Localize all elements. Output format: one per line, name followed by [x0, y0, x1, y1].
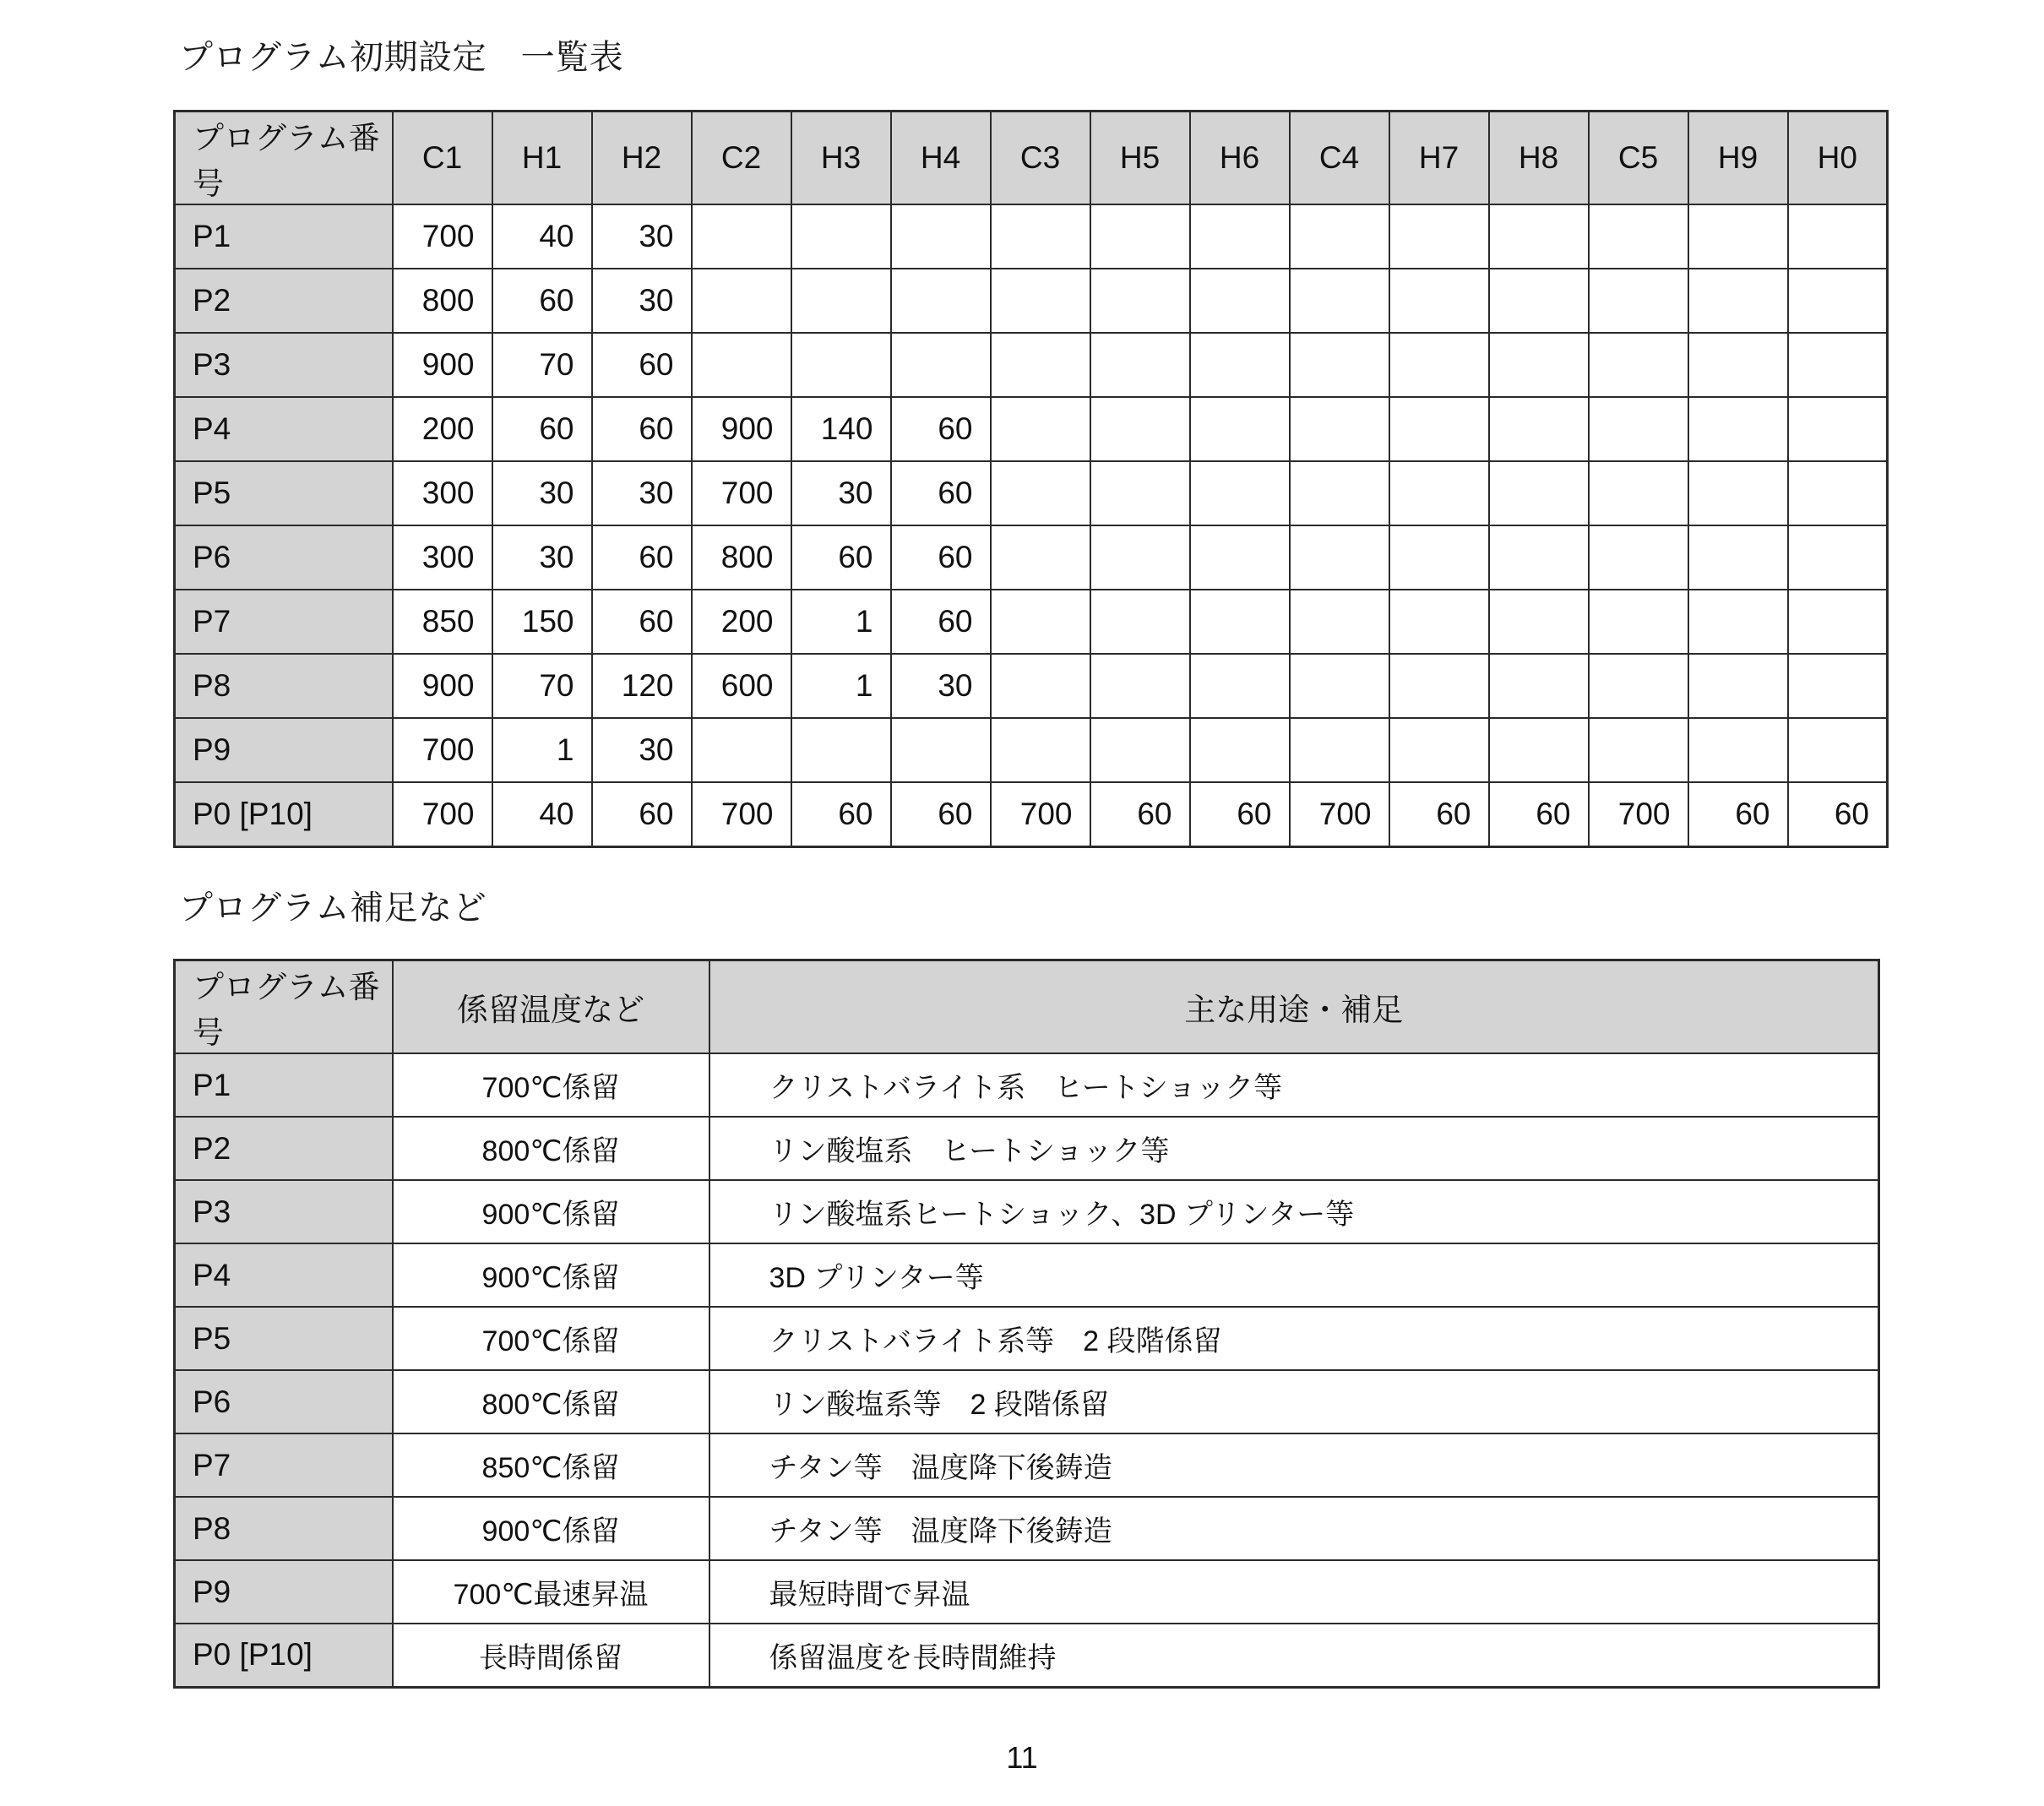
- table-cell-value: [1190, 718, 1290, 782]
- row-header-program-number: P0 [P10]: [175, 782, 393, 846]
- program-init-table-header: [175, 112, 1888, 205]
- column-header-usage-notes: 主な用途・補足: [709, 960, 1879, 1054]
- page-number: 11: [1006, 1740, 1038, 1775]
- table-cell-value: [1788, 269, 1888, 333]
- table-cell-value: 30: [592, 718, 692, 782]
- table-cell-value: 60: [492, 397, 592, 461]
- column-header-h3: H3: [791, 112, 891, 205]
- table-cell-value: [1688, 590, 1788, 654]
- table-cell-value: [1090, 333, 1190, 397]
- column-header-h2: H2: [592, 112, 692, 205]
- table-cell-value: [891, 333, 991, 397]
- page-title-program-init: プログラム初期設定 一覧表: [179, 39, 624, 76]
- table-cell-value: [991, 654, 1090, 718]
- table-cell-value: [1489, 269, 1589, 333]
- table-cell-value: 850: [393, 590, 492, 654]
- table-row: [175, 1433, 1879, 1497]
- table-cell-holding-temperature: 800℃係留: [393, 1117, 709, 1180]
- table-cell-value: 60: [1190, 782, 1290, 846]
- table-cell-value: 1: [791, 590, 891, 654]
- table-cell-value: 60: [891, 525, 991, 590]
- table-cell-value: [1389, 461, 1489, 525]
- table-cell-value: [1190, 525, 1290, 590]
- table-cell-value: 60: [1489, 782, 1589, 846]
- table-cell-value: 150: [492, 590, 592, 654]
- column-header-c1: C1: [393, 112, 492, 205]
- row-header-program-number: P2: [175, 1117, 393, 1180]
- table-cell-value: [1688, 397, 1788, 461]
- row-header-program-number: P6: [175, 525, 393, 590]
- table-cell-value: [1389, 397, 1489, 461]
- row-header-program-number: P9: [175, 718, 393, 782]
- table-cell-value: 700: [692, 461, 791, 525]
- table-cell-value: [1589, 269, 1688, 333]
- table-cell-value: 40: [492, 782, 592, 846]
- table-cell-value: 200: [692, 590, 791, 654]
- table-cell-value: [1290, 269, 1389, 333]
- table-cell-holding-temperature: 700℃最速昇温: [393, 1560, 709, 1624]
- table-cell-value: [1788, 525, 1888, 590]
- program-init-table: [173, 110, 1889, 848]
- table-cell-value: 60: [891, 461, 991, 525]
- table-cell-value: [1389, 204, 1489, 269]
- table-cell-usage-notes: 係留温度を長時間維持: [709, 1624, 1879, 1687]
- table-cell-value: 700: [393, 718, 492, 782]
- table-cell-value: 1: [791, 654, 891, 718]
- table-cell-value: 30: [492, 525, 592, 590]
- table-row: [175, 1624, 1879, 1687]
- table-cell-value: [1688, 461, 1788, 525]
- table-cell-value: [991, 525, 1090, 590]
- table-cell-value: 700: [1589, 782, 1688, 846]
- table-cell-value: 700: [393, 782, 492, 846]
- table-cell-value: [1489, 654, 1589, 718]
- table-cell-value: [1090, 397, 1190, 461]
- row-header-program-number: P4: [175, 397, 393, 461]
- table-row: [175, 461, 1888, 525]
- table-row: [175, 1243, 1879, 1307]
- table-cell-value: [1190, 590, 1290, 654]
- row-header-program-number: P9: [175, 1560, 393, 1624]
- table-cell-value: [1589, 718, 1688, 782]
- table-cell-value: [1290, 525, 1389, 590]
- table-cell-value: 60: [592, 333, 692, 397]
- table-cell-value: 30: [592, 204, 692, 269]
- table-cell-value: [1389, 525, 1489, 590]
- table-cell-value: 800: [692, 525, 791, 590]
- table-cell-value: 60: [1389, 782, 1489, 846]
- table-cell-value: [1389, 654, 1489, 718]
- table-cell-value: 900: [393, 654, 492, 718]
- table-cell-value: [991, 461, 1090, 525]
- table-cell-value: 30: [791, 461, 891, 525]
- table-row: [175, 1117, 1879, 1180]
- table-cell-value: 140: [791, 397, 891, 461]
- row-header-program-number: P5: [175, 461, 393, 525]
- column-header-h7: H7: [1389, 112, 1489, 205]
- table-row: [175, 1307, 1879, 1370]
- table-cell-usage-notes: クリストバライト系等 2 段階係留: [709, 1307, 1879, 1370]
- table-cell-value: [1788, 204, 1888, 269]
- table-cell-value: 60: [592, 782, 692, 846]
- table-cell-value: 800: [393, 269, 492, 333]
- table-row: [175, 654, 1888, 718]
- row-header-program-number: P1: [175, 1053, 393, 1117]
- column-header-h1: H1: [492, 112, 592, 205]
- row-header-program-number: P6: [175, 1370, 393, 1433]
- table-cell-value: 60: [891, 782, 991, 846]
- table-cell-value: [1589, 204, 1688, 269]
- table-cell-value: [991, 590, 1090, 654]
- table-cell-value: [1489, 590, 1589, 654]
- table-cell-value: [891, 269, 991, 333]
- table-header-row: [175, 960, 1879, 1054]
- table-cell-value: 1: [492, 718, 592, 782]
- table-cell-value: [1290, 718, 1389, 782]
- table-cell-value: [1190, 333, 1290, 397]
- table-cell-usage-notes: チタン等 温度降下後鋳造: [709, 1497, 1879, 1560]
- table-cell-value: [1788, 654, 1888, 718]
- table-cell-value: 30: [492, 461, 592, 525]
- row-header-program-number: P0 [P10]: [175, 1624, 393, 1687]
- table-row: [175, 1053, 1879, 1117]
- table-cell-value: 300: [393, 525, 492, 590]
- table-cell-usage-notes: チタン等 温度降下後鋳造: [709, 1433, 1879, 1497]
- table-cell-value: 60: [1688, 782, 1788, 846]
- table-cell-value: [1190, 204, 1290, 269]
- table-cell-value: 30: [592, 269, 692, 333]
- table-cell-value: [791, 204, 891, 269]
- table-cell-value: 60: [891, 397, 991, 461]
- table-cell-value: [1589, 397, 1688, 461]
- table-cell-value: [1290, 204, 1389, 269]
- table-row: [175, 204, 1888, 269]
- table-cell-value: [791, 718, 891, 782]
- table-row: [175, 1180, 1879, 1243]
- table-cell-value: 60: [492, 269, 592, 333]
- column-header-h8: H8: [1489, 112, 1589, 205]
- program-notes-table: [173, 959, 1880, 1689]
- table-cell-usage-notes: クリストバライト系 ヒートショック等: [709, 1053, 1879, 1117]
- table-row: [175, 1497, 1879, 1560]
- table-row: [175, 718, 1888, 782]
- table-cell-value: [1290, 397, 1389, 461]
- table-row: [175, 1560, 1879, 1624]
- table-cell-value: [1489, 461, 1589, 525]
- table-cell-value: [791, 333, 891, 397]
- column-header-h6: H6: [1190, 112, 1290, 205]
- table-row: [175, 397, 1888, 461]
- table-cell-usage-notes: 最短時間で昇温: [709, 1560, 1879, 1624]
- column-header-h4: H4: [891, 112, 991, 205]
- table-row: [175, 269, 1888, 333]
- table-cell-value: [1589, 654, 1688, 718]
- row-header-program-number: P8: [175, 1497, 393, 1560]
- table-cell-holding-temperature: 900℃係留: [393, 1497, 709, 1560]
- row-header-program-number: P3: [175, 1180, 393, 1243]
- program-init-table-body: [175, 204, 1888, 846]
- table-cell-usage-notes: 3D プリンター等: [709, 1243, 1879, 1307]
- table-row: [175, 782, 1888, 846]
- table-cell-value: [1589, 333, 1688, 397]
- table-cell-value: [1190, 397, 1290, 461]
- table-cell-value: [1788, 461, 1888, 525]
- table-cell-value: [991, 718, 1090, 782]
- table-cell-value: [1190, 461, 1290, 525]
- row-header-program-number: P5: [175, 1307, 393, 1370]
- table-cell-holding-temperature: 900℃係留: [393, 1180, 709, 1243]
- table-cell-value: [991, 269, 1090, 333]
- table-cell-value: 40: [492, 204, 592, 269]
- table-cell-value: 120: [592, 654, 692, 718]
- table-cell-value: 60: [791, 782, 891, 846]
- table-cell-value: [1090, 525, 1190, 590]
- row-header-program-number: P2: [175, 269, 393, 333]
- table-cell-value: [1688, 525, 1788, 590]
- table-cell-value: [692, 333, 791, 397]
- table-cell-value: 60: [891, 590, 991, 654]
- table-cell-value: [1688, 204, 1788, 269]
- table-row: [175, 1370, 1879, 1433]
- table-cell-value: 600: [692, 654, 791, 718]
- table-cell-value: 60: [791, 525, 891, 590]
- table-cell-value: [1190, 654, 1290, 718]
- table-cell-value: 700: [692, 782, 791, 846]
- column-header-c5: C5: [1589, 112, 1688, 205]
- table-cell-value: [1090, 204, 1190, 269]
- table-cell-holding-temperature: 850℃係留: [393, 1433, 709, 1497]
- table-cell-value: [1489, 718, 1589, 782]
- table-cell-value: [1090, 590, 1190, 654]
- table-cell-value: 30: [891, 654, 991, 718]
- table-cell-value: 700: [1290, 782, 1389, 846]
- table-cell-value: [1688, 718, 1788, 782]
- table-cell-value: [1389, 590, 1489, 654]
- table-cell-value: [1090, 654, 1190, 718]
- table-cell-value: [1090, 269, 1190, 333]
- table-cell-holding-temperature: 800℃係留: [393, 1370, 709, 1433]
- column-header-c3: C3: [991, 112, 1090, 205]
- table-cell-value: [1290, 461, 1389, 525]
- row-header-program-number: P1: [175, 204, 393, 269]
- table-row: [175, 525, 1888, 590]
- table-cell-usage-notes: リン酸塩系等 2 段階係留: [709, 1370, 1879, 1433]
- table-cell-value: [1688, 269, 1788, 333]
- table-cell-value: [991, 333, 1090, 397]
- table-cell-value: [1389, 718, 1489, 782]
- table-cell-value: [1090, 718, 1190, 782]
- table-cell-value: [1090, 461, 1190, 525]
- table-row: [175, 590, 1888, 654]
- row-header-program-number: P7: [175, 590, 393, 654]
- table-cell-value: [1489, 525, 1589, 590]
- table-cell-value: 60: [592, 525, 692, 590]
- table-cell-value: [1589, 525, 1688, 590]
- table-cell-value: [1489, 204, 1589, 269]
- table-cell-value: [891, 204, 991, 269]
- table-cell-value: 60: [592, 397, 692, 461]
- table-cell-usage-notes: リン酸塩系ヒートショック、3D プリンター等: [709, 1180, 1879, 1243]
- column-header-holding-temperature: 係留温度など: [393, 960, 709, 1054]
- table-cell-value: [1688, 654, 1788, 718]
- table-cell-value: 60: [592, 590, 692, 654]
- table-cell-holding-temperature: 長時間係留: [393, 1624, 709, 1687]
- table-cell-holding-temperature: 700℃係留: [393, 1307, 709, 1370]
- table-cell-value: [791, 269, 891, 333]
- table-cell-value: [991, 397, 1090, 461]
- table-cell-value: [1788, 590, 1888, 654]
- row-header-program-number: P8: [175, 654, 393, 718]
- column-header-h5: H5: [1090, 112, 1190, 205]
- row-header-program-number: P3: [175, 333, 393, 397]
- table-cell-value: [1389, 269, 1489, 333]
- column-header-c4: C4: [1290, 112, 1389, 205]
- row-header-program-number: P7: [175, 1433, 393, 1497]
- table-cell-value: [891, 718, 991, 782]
- table-cell-value: [1290, 590, 1389, 654]
- row-header-program-number: P4: [175, 1243, 393, 1307]
- table-cell-value: 70: [492, 333, 592, 397]
- table-cell-value: 30: [592, 461, 692, 525]
- program-notes-table-body: [175, 1053, 1879, 1687]
- table-cell-value: 200: [393, 397, 492, 461]
- table-cell-value: [1688, 333, 1788, 397]
- column-header-h0: H0: [1788, 112, 1888, 205]
- page-title-program-notes: プログラム補足など: [179, 889, 487, 927]
- table-cell-value: [991, 204, 1090, 269]
- table-cell-value: [1290, 333, 1389, 397]
- table-cell-value: [1788, 718, 1888, 782]
- table-cell-value: 900: [692, 397, 791, 461]
- table-cell-value: [1589, 590, 1688, 654]
- table-cell-value: [1589, 461, 1688, 525]
- table-cell-value: [692, 204, 791, 269]
- column-header-h9: H9: [1688, 112, 1788, 205]
- table-row: [175, 333, 1888, 397]
- table-cell-value: [692, 269, 791, 333]
- table-cell-value: 60: [1788, 782, 1888, 846]
- table-cell-value: [1290, 654, 1389, 718]
- program-notes-table-header: [175, 960, 1879, 1054]
- table-cell-usage-notes: リン酸塩系 ヒートショック等: [709, 1117, 1879, 1180]
- table-cell-value: [1190, 269, 1290, 333]
- table-cell-value: [1389, 333, 1489, 397]
- table-cell-value: [1489, 333, 1589, 397]
- table-cell-value: 300: [393, 461, 492, 525]
- table-cell-value: [1788, 333, 1888, 397]
- column-header-program-number: プログラム番号: [175, 960, 393, 1054]
- table-cell-value: 60: [1090, 782, 1190, 846]
- table-cell-value: [1788, 397, 1888, 461]
- table-cell-value: 900: [393, 333, 492, 397]
- column-header-c2: C2: [692, 112, 791, 205]
- column-header-program-number: プログラム番号: [175, 112, 393, 205]
- table-cell-value: 70: [492, 654, 592, 718]
- table-header-row: [175, 112, 1888, 205]
- table-cell-value: [1489, 397, 1589, 461]
- table-cell-holding-temperature: 900℃係留: [393, 1243, 709, 1307]
- table-cell-value: 700: [991, 782, 1090, 846]
- table-cell-holding-temperature: 700℃係留: [393, 1053, 709, 1117]
- table-cell-value: 700: [393, 204, 492, 269]
- table-cell-value: [692, 718, 791, 782]
